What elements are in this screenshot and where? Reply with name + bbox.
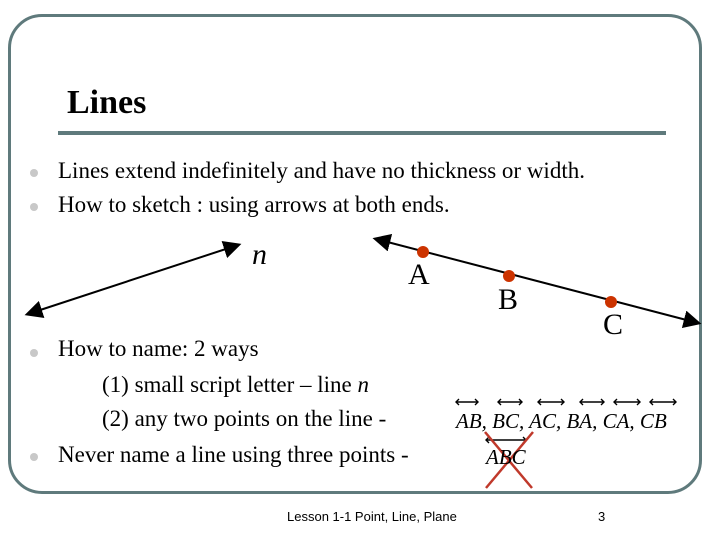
bullet-text-naming: How to name: 2 ways: [58, 336, 259, 361]
footer-lesson-title: Lesson 1-1 Point, Line, Plane: [287, 509, 457, 524]
three-point-line-name: ABC: [486, 445, 526, 469]
sub-item-small-script-letter: n: [357, 372, 369, 397]
sub-item-two-points: (2) any two points on the line -: [102, 406, 387, 431]
bullet-text-definition: Lines extend indefinitely and have no thickness or width.: [58, 158, 585, 183]
sub-item-small-script-text: (1) small script letter – line: [102, 372, 358, 397]
line-n-label: n: [252, 238, 267, 271]
point-b-label: B: [498, 283, 519, 316]
line-n: [28, 245, 238, 314]
point-a-dot: [417, 246, 429, 258]
point-a-label: A: [408, 258, 430, 291]
footer-page-number: 3: [598, 509, 606, 524]
point-c-dot: [605, 296, 617, 308]
point-c-label: C: [603, 308, 624, 341]
bullet-text-sketch: How to sketch : using arrows at both ends.: [58, 192, 450, 217]
bullet-text-three-points: Never name a line using three points -: [58, 442, 409, 467]
point-b-dot: [503, 270, 515, 282]
two-point-line-names: AB, BC, AC, BA, CA, CB: [456, 409, 667, 433]
slide-title: Lines: [67, 84, 147, 121]
